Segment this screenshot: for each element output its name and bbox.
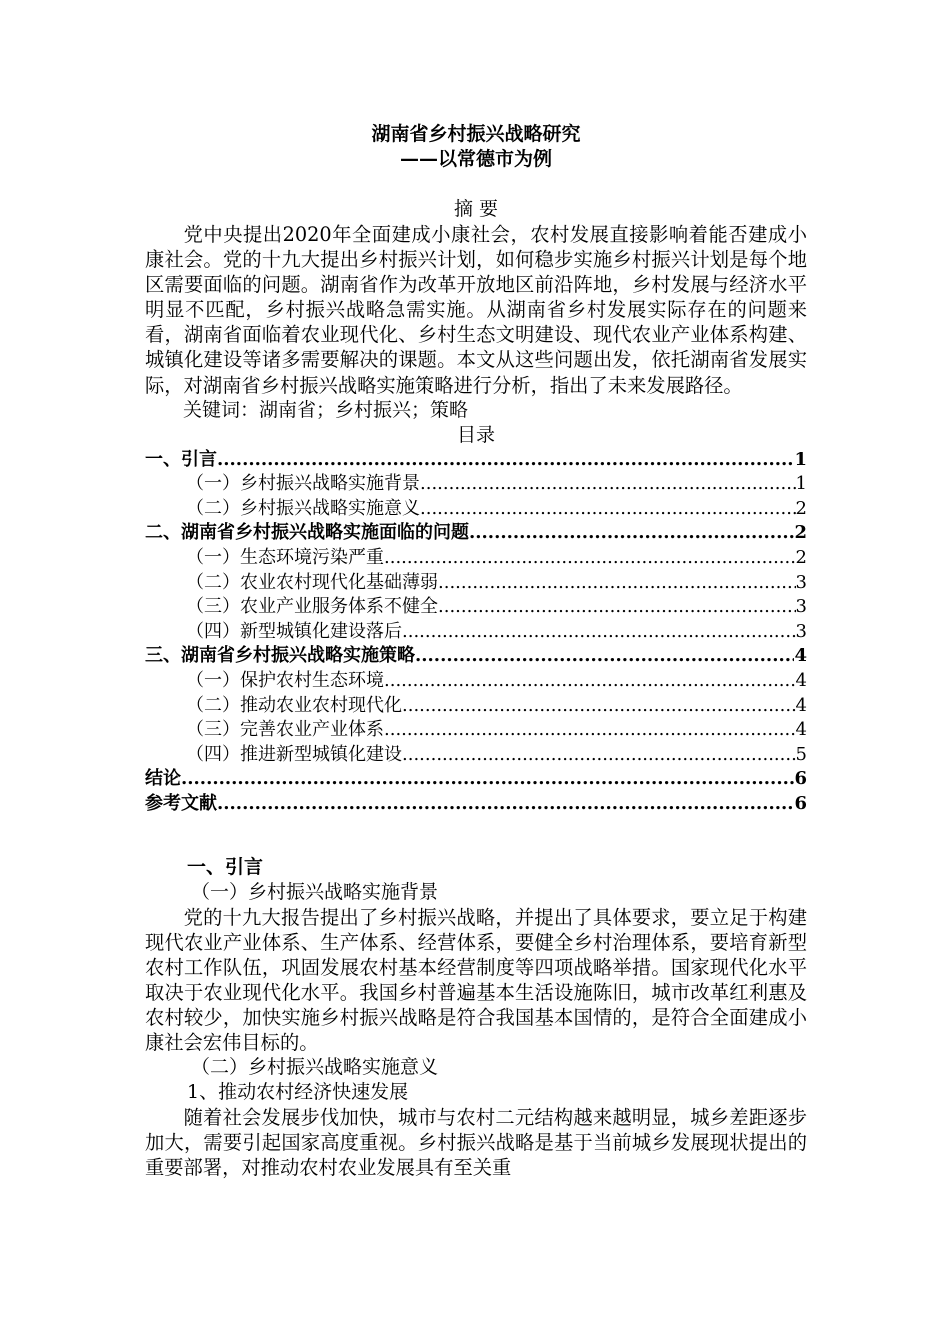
toc-entry-label: 二、湖南省乡村振兴战略实施面临的问题 — [145, 522, 469, 544]
toc-entry-label: （一）保护农村生态环境 — [186, 670, 384, 691]
abstract-heading: 摘 要 — [453, 198, 499, 220]
toc-leader-dots — [402, 694, 796, 719]
toc-leader-dots — [217, 792, 794, 817]
toc-heading: 目录 — [456, 423, 495, 446]
toc-entry-section[interactable] — [145, 669, 807, 694]
toc-page-number: 4 — [795, 694, 807, 716]
toc-entry-section[interactable] — [145, 571, 807, 596]
toc-page-number: 3 — [795, 571, 807, 593]
toc-entry-section[interactable] — [145, 497, 807, 522]
point-heading: 1、推动农村经济快速发展 — [187, 1081, 409, 1104]
paper-subtitle: ——以常德市为例 — [399, 148, 552, 170]
toc-leader-dots — [384, 669, 796, 694]
paper-title: 湖南省乡村振兴战略研究 — [371, 123, 581, 145]
toc-leader-dots — [420, 472, 796, 497]
toc-page-number: 4 — [794, 645, 807, 667]
toc-leader-dots — [415, 644, 794, 669]
toc-page-number: 5 — [795, 743, 807, 765]
toc-entry-chapter[interactable] — [145, 521, 807, 546]
toc-page-number: 2 — [795, 497, 807, 519]
toc-leader-dots — [438, 571, 796, 596]
toc-page-number: 2 — [795, 547, 807, 569]
toc-leader-dots — [217, 448, 794, 473]
toc-page-number: 1 — [795, 473, 807, 495]
toc-entry-label: （一）生态环境污染严重 — [186, 547, 384, 569]
subsection-heading: （二）乡村振兴战略实施意义 — [191, 1056, 439, 1079]
subsection-heading: （一）乡村振兴战略实施背景 — [191, 880, 439, 903]
toc-entry-section[interactable] — [145, 743, 807, 768]
abstract-text: 党中央提出2020年全面建成小康社会，农村发展直接影响着能否建成小康社会。党的十九大提出乡村振兴计划，如何稳步实施乡村振兴计划是每个地区需要面临的问题。湖南省作为改革开放地区前沿阵地，乡村发展与经济水平明显不匹配，乡村振兴战略急需实施。从湖南省乡村发展实际存在的问题来看，湖南省面临着农业现代化、乡村生态文明建设、现代农业产业体系构建、城镇化建设等诸多需要解决的课题。本文从这些问题出发，依托湖南省发展实际，对湖南省乡村振兴战略实施策略进行分析，指出了未来发展路径。 — [145, 223, 807, 397]
toc-entry-section[interactable] — [145, 472, 807, 497]
toc-page-number: 3 — [795, 596, 807, 618]
toc-leader-dots — [384, 546, 796, 571]
toc-entry-label: （二）乡村振兴战略实施意义 — [186, 497, 420, 519]
toc-entry-section[interactable] — [145, 546, 807, 571]
toc-leader-dots — [420, 497, 796, 522]
body-paragraph: 随着社会发展步伐加快，城市与农村二元结构越来越明显，城乡差距逐步加大，需要引起国家高度重视。乡村振兴战略是基于当前城乡发展现状提出的重要部署，对推动农村农业发展具有至关重 — [145, 1106, 807, 1180]
toc-entry-chapter[interactable] — [145, 792, 807, 817]
toc-entry-label: （二）推动农业农村现代化 — [186, 694, 402, 716]
toc-entry-label: 一、引言 — [145, 448, 217, 470]
toc-page-number: 4 — [795, 670, 807, 691]
toc-leader-dots — [384, 718, 796, 743]
toc-leader-dots — [438, 595, 796, 620]
document-content — [145, 122, 807, 1180]
toc-entry-label: （三）完善农业产业体系 — [186, 719, 384, 741]
section-heading: 一、引言 — [187, 855, 264, 878]
toc-page-number: 3 — [795, 620, 807, 642]
toc-page-number: 1 — [794, 448, 807, 470]
toc-entry-section[interactable] — [145, 694, 807, 719]
toc-page-number: 6 — [794, 792, 807, 814]
toc-leader-dots — [402, 620, 796, 645]
toc-entry-label: （三）农业产业服务体系不健全 — [186, 596, 438, 618]
toc-entry-label: 结论 — [145, 768, 181, 790]
toc-entry-label: （四）新型城镇化建设落后 — [186, 620, 402, 642]
toc-entry-label: （二）农业农村现代化基础薄弱 — [186, 571, 438, 593]
toc-entry-section[interactable] — [145, 718, 807, 743]
toc-entry-chapter[interactable] — [145, 644, 807, 669]
toc-page-number: 6 — [794, 768, 807, 790]
body-paragraph: 党的十九大报告提出了乡村振兴战略，并提出了具体要求，要立足于构建现代农业产业体系、生产体系、经营体系，要健全乡村治理体系，要培育新型农村工作队伍，巩固发展农村基本经营制度等四项战略举措。国家现代化水平取决于农业现代化水平。我国乡村普遍基本生活设施陈旧，城市改革红利惠及农村较少，加快实施乡村振兴战略是符合我国基本国情的，是符合全面建成小康社会宏伟目标的。 — [145, 905, 807, 1055]
toc-leader-dots — [402, 743, 796, 768]
toc-entry-label: （四）推进新型城镇化建设 — [186, 743, 402, 765]
toc-leader-dots — [469, 521, 794, 546]
toc-entry-label: （一）乡村振兴战略实施背景 — [186, 473, 420, 495]
toc-leader-dots — [181, 767, 794, 792]
toc-entry-label: 参考文献 — [145, 792, 217, 814]
toc-entry-chapter[interactable] — [145, 448, 807, 473]
toc-entry-section[interactable] — [145, 595, 807, 620]
table-of-contents — [145, 448, 807, 817]
toc-page-number: 4 — [795, 719, 807, 741]
toc-entry-chapter[interactable] — [145, 767, 807, 792]
toc-entry-label: 三、湖南省乡村振兴战略实施策略 — [145, 645, 415, 667]
keywords: 关键词：湖南省；乡村振兴；策略 — [183, 398, 469, 421]
toc-page-number: 2 — [794, 522, 807, 544]
toc-entry-section[interactable] — [145, 620, 807, 645]
